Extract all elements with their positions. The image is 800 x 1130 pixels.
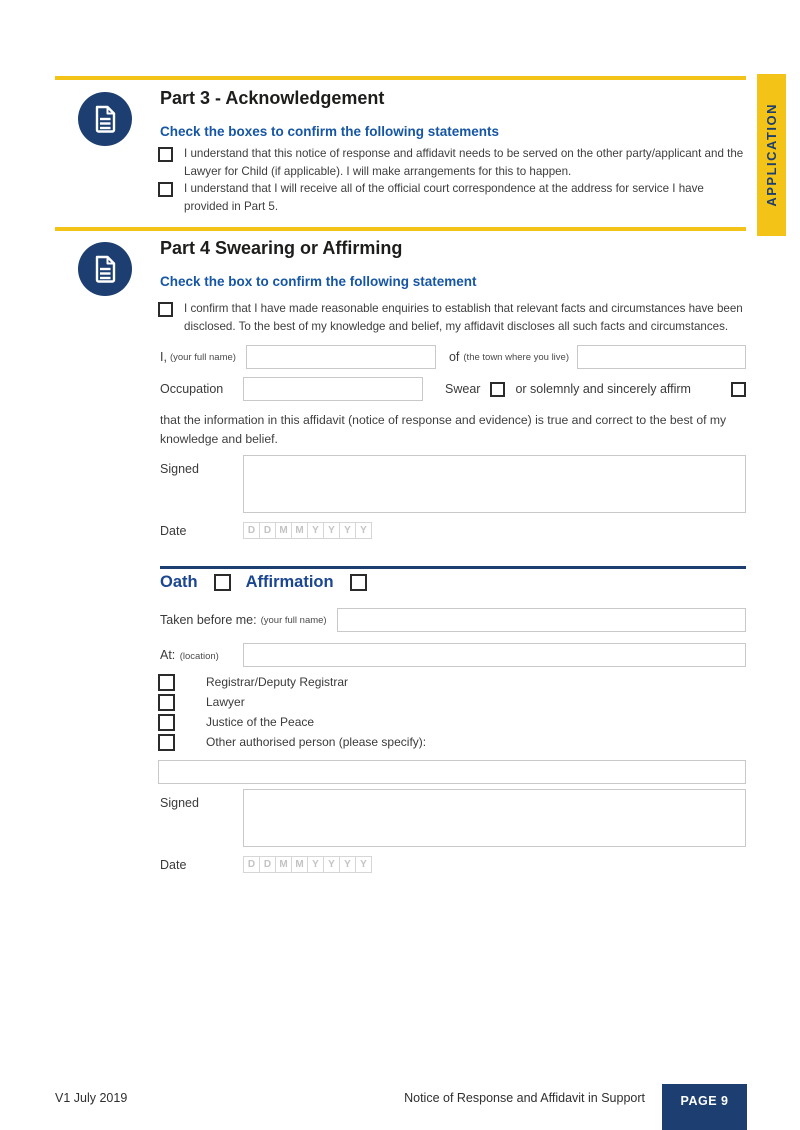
footer-document-title: Notice of Response and Affidavit in Support: [404, 1091, 645, 1105]
affirm-label: or solemnly and sincerely affirm: [515, 382, 691, 396]
part3-statement-2-checkbox[interactable]: [158, 182, 173, 197]
of-label: of: [448, 350, 460, 364]
occupation-input[interactable]: [243, 377, 423, 401]
part3-statement-1-checkbox[interactable]: [158, 147, 173, 162]
full-name-input[interactable]: [246, 345, 436, 369]
authorised-option-row: [158, 714, 426, 730]
occupation-row: [160, 377, 746, 401]
date-cell[interactable]: Y: [307, 522, 324, 539]
at-hint: (location): [179, 651, 219, 662]
at-location-input[interactable]: [243, 643, 746, 667]
part4-statement-text: I confirm that I have made reasonable enquiries to establish that relevant facts and circumstances have been disclosed. To the best of my knowledge and belief, my affidavit discloses all such facts and circumstances.: [184, 302, 743, 333]
part4-subtitle: Check the box to confirm the following statement: [160, 274, 477, 289]
name-hint: (your full name): [169, 351, 236, 363]
witness-signed-label: Signed: [160, 796, 199, 810]
date-cell[interactable]: Y: [307, 856, 324, 873]
top-rule: [55, 76, 746, 80]
authorised-option-row: [158, 694, 426, 710]
part4-statement-row: [158, 300, 748, 335]
authorised-options: [158, 674, 426, 754]
date-cells-2: [243, 856, 372, 873]
of-hint: (the town where you live): [463, 351, 569, 363]
town-input[interactable]: [577, 345, 746, 369]
date-cell[interactable]: Y: [355, 856, 372, 873]
oath-row: [160, 573, 367, 592]
date-cell[interactable]: Y: [339, 522, 356, 539]
date-cell[interactable]: M: [275, 522, 292, 539]
registrar-label: Registrar/Deputy Registrar: [206, 675, 349, 689]
part4-statement-checkbox[interactable]: [158, 302, 173, 317]
taken-before-label: Taken before me:: [160, 613, 257, 627]
date-cell[interactable]: D: [259, 856, 276, 873]
application-side-tab-label: APPLICATION: [764, 103, 779, 207]
date-cell[interactable]: Y: [323, 522, 340, 539]
name-label: I,: [160, 350, 167, 364]
date-cell[interactable]: Y: [323, 856, 340, 873]
date-cell[interactable]: D: [243, 856, 260, 873]
affirmation-label: Affirmation: [245, 573, 334, 591]
at-label: At:: [160, 648, 176, 662]
date-cell[interactable]: D: [243, 522, 260, 539]
authorised-option-row: [158, 674, 426, 690]
signature-box-1[interactable]: [243, 455, 746, 513]
footer-version: V1 July 2019: [55, 1091, 128, 1105]
registrar-checkbox[interactable]: [158, 674, 175, 691]
justice-of-peace-checkbox[interactable]: [158, 714, 175, 731]
date-label: Date: [160, 523, 187, 538]
date-cell[interactable]: M: [275, 856, 292, 873]
part3-statement-row-2: [158, 180, 748, 215]
taken-before-hint: (your full name): [260, 614, 327, 626]
oath-label: Oath: [160, 573, 198, 591]
other-person-input[interactable]: [158, 760, 746, 784]
affirmation-checkbox[interactable]: [350, 574, 367, 591]
document-icon: [78, 242, 132, 296]
page-number-label: PAGE 9: [680, 1094, 729, 1108]
affirm-checkbox[interactable]: [731, 382, 746, 397]
oath-checkbox[interactable]: [214, 574, 231, 591]
date-cell[interactable]: Y: [355, 522, 372, 539]
authorised-option-row: [158, 734, 426, 750]
oath-divider: [160, 566, 746, 569]
other-person-label: Other authorised person (please specify):: [206, 735, 427, 749]
date-cell[interactable]: M: [291, 856, 308, 873]
signature-box-2[interactable]: [243, 789, 746, 847]
application-side-tab: [757, 74, 786, 236]
other-person-checkbox[interactable]: [158, 734, 175, 751]
witness-date-label: Date: [160, 857, 187, 872]
signed-row-1: [160, 455, 746, 513]
part3-statement-1-text: I understand that this notice of response and affidavit needs to be served on the other party/applicant and the Lawyer for Child (if applicable). I will make arrangements for this to happen.: [184, 147, 744, 178]
date-cells-1: [243, 522, 372, 539]
part3-title: Part 3 - Acknowledgement: [160, 88, 385, 108]
date-row-1: [160, 522, 746, 539]
date-cell[interactable]: Y: [339, 856, 356, 873]
taken-before-row: [160, 608, 746, 632]
lawyer-label: Lawyer: [206, 695, 245, 709]
swear-label: Swear: [445, 382, 481, 396]
declaration-text: that the information in this affidavit (notice of response and evidence) is true and correct to the best of my knowledge and belief.: [160, 413, 727, 446]
part3-statement-row-1: [158, 145, 748, 180]
justice-of-peace-label: Justice of the Peace: [206, 715, 315, 729]
signed-label: Signed: [160, 462, 199, 476]
date-cell[interactable]: M: [291, 522, 308, 539]
part4-title: Part 4 Swearing or Affirming: [160, 238, 403, 258]
at-row: [160, 643, 746, 667]
section-rule: [55, 227, 746, 231]
name-row: [160, 345, 746, 369]
lawyer-checkbox[interactable]: [158, 694, 175, 711]
document-icon: [78, 92, 132, 146]
page-number-badge: [662, 1084, 747, 1130]
part3-subtitle: Check the boxes to confirm the following statements: [160, 124, 500, 139]
occupation-label: Occupation: [160, 382, 224, 396]
at-label-group: [160, 646, 243, 664]
date-row-2: [160, 856, 746, 873]
swear-checkbox[interactable]: [490, 382, 505, 397]
taken-before-input[interactable]: [337, 608, 746, 632]
part3-statement-2-text: I understand that I will receive all of the official court correspondence at the address for service I have provided in Part 5.: [184, 182, 704, 213]
date-cell[interactable]: D: [259, 522, 276, 539]
signed-row-2: [160, 789, 746, 847]
